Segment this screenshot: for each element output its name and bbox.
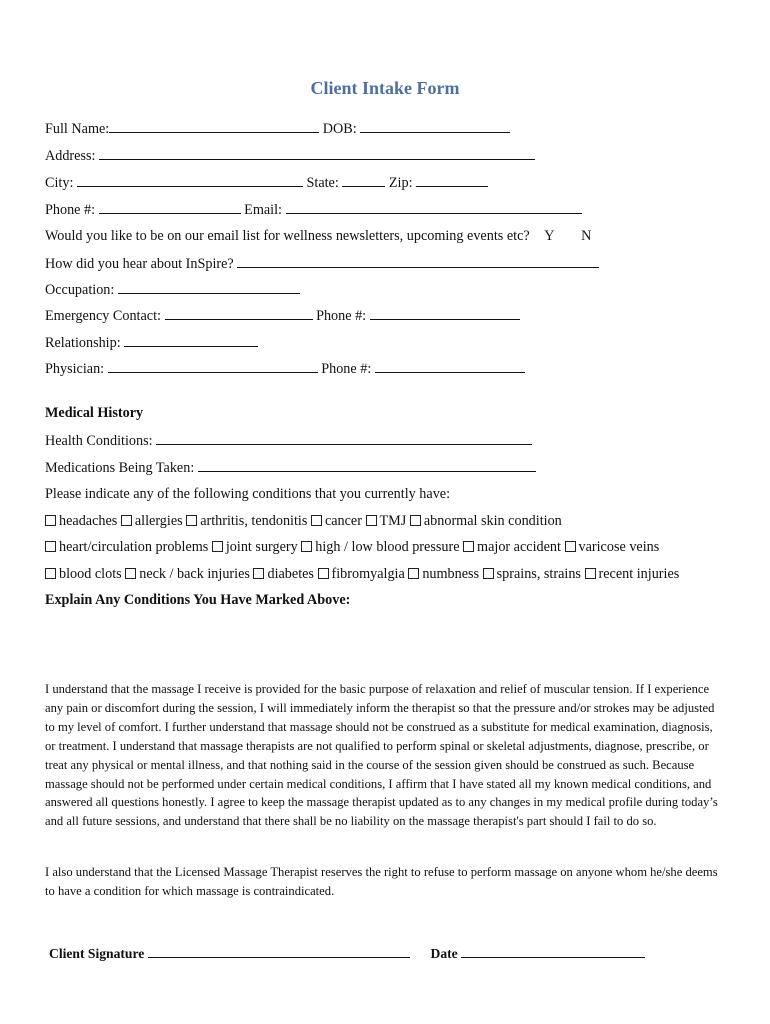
relationship-label: Relationship: [45, 335, 121, 351]
medical-history-heading: Medical History [45, 405, 144, 421]
emergency-phone-field[interactable] [370, 306, 520, 320]
checkbox-icon[interactable] [212, 541, 223, 552]
address-label: Address: [45, 148, 96, 164]
state-field[interactable] [342, 173, 385, 187]
health-conditions-field[interactable] [156, 431, 532, 445]
emergency-contact-field[interactable] [165, 306, 313, 320]
address-row [45, 146, 535, 165]
hear-about-field[interactable] [237, 254, 599, 268]
emergency-contact-row [45, 306, 520, 325]
checkbox-icon[interactable] [186, 515, 197, 526]
newsletter-yes[interactable]: Y [544, 228, 554, 244]
condition-item[interactable]: cancer [311, 513, 362, 529]
explain-heading: Explain Any Conditions You Have Marked Above: [45, 592, 351, 608]
occupation-label: Occupation: [45, 282, 115, 298]
condition-item[interactable]: numbness [408, 566, 479, 582]
dob-field[interactable] [360, 119, 510, 133]
condition-item[interactable]: abnormal skin condition [410, 513, 562, 529]
zip-field[interactable] [416, 173, 488, 187]
medications-field[interactable] [198, 458, 536, 472]
full-name-field[interactable] [109, 119, 319, 133]
city-label: City: [45, 175, 74, 191]
condition-item[interactable]: allergies [121, 513, 183, 529]
conditions-row-3 [45, 565, 679, 583]
occupation-field[interactable] [118, 280, 300, 294]
medications-label: Medications Being Taken: [45, 460, 195, 476]
phone-field[interactable] [99, 200, 241, 214]
checkbox-icon[interactable] [565, 541, 576, 552]
health-conditions-row [45, 431, 532, 450]
consent-paragraph-1: I understand that the massage I receive is provided for the basic purpose of relaxation and relief of muscular tension. If I experience any pain or discomfort during the session, I will immediately inform the therapist so that the pressure and/or strokes may be adjusted to my level of comfort. I further understand that massage should not be construed as a substitute for medical examination, diagnosis, or treatment. I understand that massage therapists are not qualified to perform spinal or skeletal adjustments, diagnose, prescribe, or treat any physical or mental illness, and that nothing said in the course of the session given should be construed as such. Because massage should not be performed under certain medical conditions, I affirm that I have stated all my known medical conditions, and answered all questions honestly. I agree to keep the massage therapist updated as to any changes in my medical profile during today’s and all future sessions, and understand that there shall be no liability on the massage therapist's part should I fail to do so. [45, 682, 718, 829]
client-signature-field[interactable] [148, 945, 410, 958]
conditions-row-2 [45, 538, 659, 556]
physician-phone-label: Phone #: [321, 361, 372, 377]
checkbox-icon[interactable] [253, 568, 264, 579]
condition-item[interactable]: fibromyalgia [318, 566, 405, 582]
condition-item[interactable]: neck / back injuries [125, 566, 250, 582]
address-field[interactable] [99, 146, 535, 160]
emergency-contact-label: Emergency Contact: [45, 308, 161, 324]
condition-item[interactable]: diabetes [253, 566, 313, 582]
relationship-row [45, 333, 258, 352]
occupation-row [45, 280, 300, 299]
condition-item[interactable]: high / low blood pressure [301, 539, 459, 555]
checkbox-icon[interactable] [463, 541, 474, 552]
full-name-row [45, 119, 510, 138]
newsletter-row [45, 227, 591, 245]
checkbox-icon[interactable] [121, 515, 132, 526]
health-conditions-label: Health Conditions: [45, 433, 153, 449]
condition-item[interactable]: varicose veins [565, 539, 660, 555]
dob-label: DOB: [322, 121, 357, 137]
checkbox-icon[interactable] [318, 568, 329, 579]
condition-item[interactable]: heart/circulation problems [45, 539, 208, 555]
condition-item[interactable]: major accident [463, 539, 561, 555]
physician-label: Physician: [45, 361, 105, 377]
physician-row [45, 359, 525, 378]
condition-item[interactable]: blood clots [45, 566, 122, 582]
hear-about-row [45, 254, 599, 273]
condition-item[interactable]: arthritis, tendonitis [186, 513, 307, 529]
medications-row [45, 458, 536, 477]
client-signature-label: Client Signature [49, 946, 145, 961]
consent-paragraph-2: I also understand that the Licensed Massage Therapist reserves the right to refuse to perform massage on anyone whom he/she deems to have a condition for which massage is contraindicated. [45, 865, 718, 898]
newsletter-question: Would you like to be on our email list for wellness newsletters, upcoming events etc? [45, 228, 530, 244]
signature-row [49, 945, 645, 962]
phone-label: Phone #: [45, 202, 96, 218]
physician-field[interactable] [108, 359, 318, 373]
zip-label: Zip: [388, 175, 413, 191]
conditions-row-1 [45, 512, 562, 530]
checkbox-icon[interactable] [366, 515, 377, 526]
date-field[interactable] [461, 945, 645, 958]
indicate-text: Please indicate any of the following conditions that you currently have: [45, 486, 451, 502]
newsletter-no[interactable]: N [581, 228, 592, 244]
email-field[interactable] [286, 200, 582, 214]
city-field[interactable] [77, 173, 303, 187]
checkbox-icon[interactable] [301, 541, 312, 552]
state-label: State: [306, 175, 339, 191]
condition-item[interactable]: sprains, strains [483, 566, 581, 582]
checkbox-icon[interactable] [311, 515, 322, 526]
checkbox-icon[interactable] [45, 515, 56, 526]
condition-item[interactable]: TMJ [366, 513, 407, 529]
condition-item[interactable]: recent injuries [585, 566, 680, 582]
full-name-label: Full Name: [45, 121, 110, 137]
condition-item[interactable]: joint surgery [212, 539, 298, 555]
form-title: Client Intake Form [310, 78, 460, 98]
checkbox-icon[interactable] [45, 541, 56, 552]
relationship-field[interactable] [124, 333, 258, 347]
condition-item[interactable]: headaches [45, 513, 117, 529]
checkbox-icon[interactable] [408, 568, 419, 579]
checkbox-icon[interactable] [483, 568, 494, 579]
email-label: Email: [244, 202, 282, 218]
date-label: Date [430, 946, 458, 961]
city-row [45, 173, 488, 192]
checkbox-icon[interactable] [585, 568, 596, 579]
checkbox-icon[interactable] [410, 515, 421, 526]
physician-phone-field[interactable] [375, 359, 525, 373]
hear-about-label: How did you hear about InSpire? [45, 256, 234, 272]
checkbox-icon[interactable] [45, 568, 56, 579]
phone-email-row [45, 200, 582, 219]
checkbox-icon[interactable] [125, 568, 136, 579]
emergency-phone-label: Phone #: [316, 308, 367, 324]
